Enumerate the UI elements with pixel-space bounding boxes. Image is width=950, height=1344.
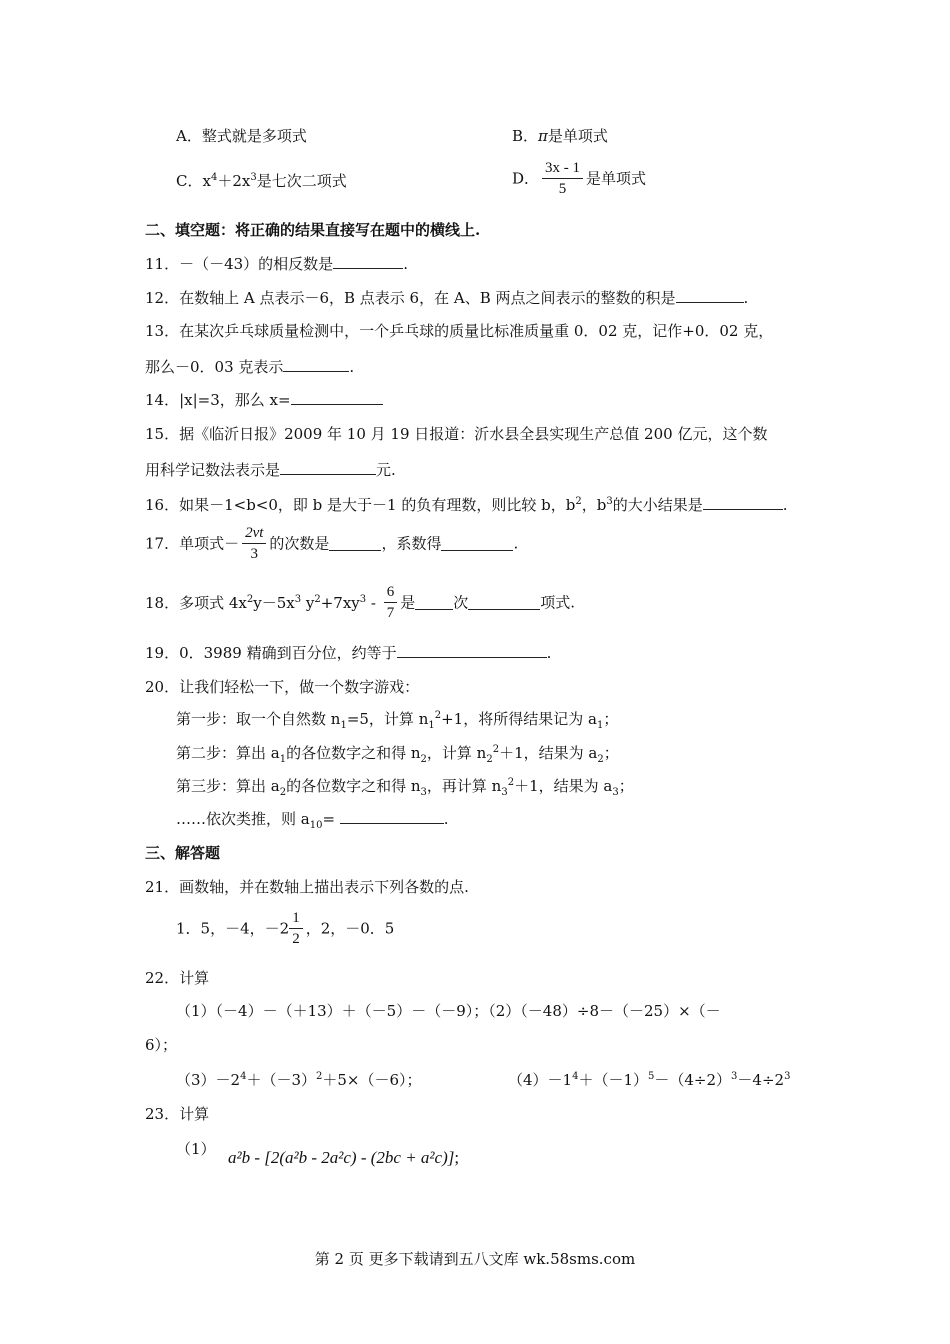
question-22-part1-cont: 6）；: [145, 1036, 178, 1054]
question-19: 19．0．3989 精确到百分位，约等于 .: [145, 644, 552, 662]
question-13-line2: 那么－0．03 克表示 .: [145, 358, 355, 376]
question-18: 18．多项式 $4x^2y-5x^3$ $y^2+7xy^3$ - $\frac{6}{7}$ 是 次 项式.: [145, 584, 576, 621]
question-14: 14．|x|=3，那么 x=: [145, 389, 383, 411]
question-20-step4: ……依次类推，则 $a_{10}=$ .: [176, 810, 449, 831]
question-15-line2: 用科学记数法表示是 元.: [145, 461, 396, 479]
question-20-step3: 第三步：算出 $a_2$的各位数字之和得 $n_3$，再计算 $n_3^2+1$，结果为 $a_3$；: [176, 777, 634, 798]
question-12: 12．在数轴上 A 点表示－6，B 点表示 6，在 A、B 两点之间表示的整数的积是 .: [145, 289, 749, 307]
option-b: B．π是单项式: [512, 127, 608, 145]
question-15-line1: 15．据《临沂日报》2009 年 10 月 19 日报道：沂水县全县实现生产总值 200 亿元，这个数: [145, 425, 768, 443]
question-20-step1: 第一步：取一个自然数 $n_1=5$，计算 $n_1^2+1$，将所得结果记为 $a_1$；: [176, 710, 619, 731]
option-a: A．整式就是多项式: [176, 127, 307, 145]
section-3-title: 三、解答题: [145, 844, 221, 862]
question-22-part4: $(4)-1^4+(-1)^5-(4\div 2)^3-4\div 2^3$: [508, 1071, 791, 1089]
question-23-label: （1）: [176, 1140, 216, 1158]
question-22-title: 22．计算: [145, 969, 210, 987]
question-23-expression: a²b - [2(a²b - 2a²c) - (2bc + a²c)];: [228, 1148, 460, 1167]
question-21-title: 21．画数轴，并在数轴上描出表示下列各数的点.: [145, 878, 469, 896]
question-22-part3: $(3)-2^4+(-3)^2+5\times(-6)$；: [176, 1071, 422, 1089]
page-footer: 第 2 页 更多下载请到五八文库 wk.58sms.com: [314, 1250, 636, 1268]
question-11: 11．－（－43）的相反数是 .: [145, 255, 408, 273]
question-16: 16．如果－1<b<0，即 b 是大于－1 的负有理数，则比较 b，$b^2$，$b^3$的大小结果是 .: [145, 496, 788, 514]
question-13-line1: 13．在某次乒乓球质量检测中，一个乒乓球的质量比标准质量重 0．02 克，记作+0．02 克，: [145, 322, 774, 340]
question-17: 17．单项式－ $\frac{2vt}{3}$ 的次数是 ，系数得 .: [145, 525, 519, 562]
question-23-title: 23．计算: [145, 1105, 210, 1123]
section-2-title: 二、填空题：将正确的结果直接写在题中的横线上.: [145, 221, 481, 239]
question-21-numbers: 1．5，－4，－2 $\frac{1}{2}$ ，2，－0．5: [176, 910, 395, 947]
question-20-title: 20．让我们轻松一下，做一个数字游戏：: [145, 678, 420, 696]
option-c: C．$x^4+2x^3$是七次二项式: [176, 172, 347, 190]
question-22-part1: （1）（－4）－（＋13）＋（－5）－（－9）；（2）（－48）÷8－（－25）×（－: [176, 1002, 721, 1020]
option-d: D． $\frac{3x - 1}{5}$ 是单项式: [512, 160, 647, 197]
question-20-step2: 第二步：算出 $a_1$的各位数字之和得 $n_2$，计算 $n_2^2+1$，结果为 $a_2$；: [176, 744, 619, 765]
